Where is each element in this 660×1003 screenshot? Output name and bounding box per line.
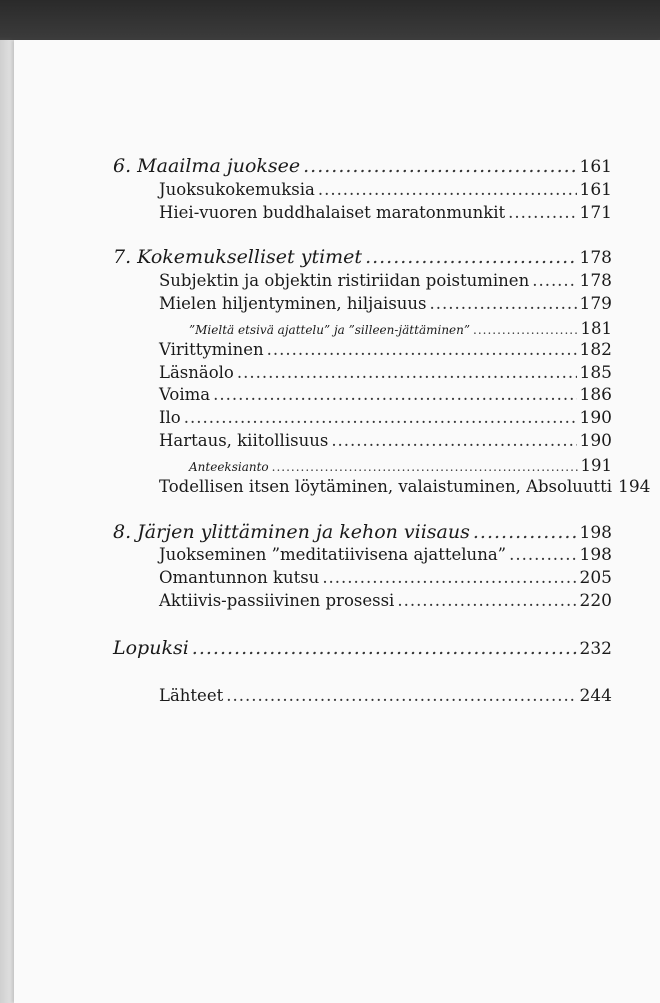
dot-leader	[213, 385, 576, 404]
toc-entry	[159, 568, 612, 588]
dot-leader	[331, 431, 576, 450]
toc-chapter-7	[113, 246, 612, 268]
dot-leader	[322, 568, 576, 587]
toc-entry-title: Lähteet	[159, 686, 224, 705]
toc-entry-title: Subjektin ja objektin ristiriidan poistuminen	[159, 271, 530, 290]
dot-leader	[397, 591, 576, 610]
toc-chapter-6	[113, 155, 612, 177]
toc-entry	[159, 363, 612, 383]
toc-page-number: 181	[580, 319, 612, 338]
toc-entry-title: Juokseminen ”meditatiivisena ajatteluna”	[159, 545, 507, 564]
dot-leader	[303, 155, 576, 177]
toc-entry-title: ”Mieltä etsivä ajattelu” ja ”silleen-jättäminen”	[189, 323, 471, 337]
toc-entry-title: Ilo	[159, 408, 181, 427]
toc-page-number: 179	[579, 294, 612, 314]
toc-entry	[159, 294, 612, 314]
dot-leader	[473, 521, 577, 543]
dot-leader	[473, 323, 577, 337]
toc-page-number: 244	[579, 686, 612, 706]
toc-entry	[159, 271, 612, 291]
toc-entry	[159, 408, 612, 428]
toc-chapter-title: Lopuksi	[113, 637, 189, 659]
toc-page-number: 186	[579, 385, 612, 405]
toc-entry-title: Juoksukokemuksia	[159, 180, 315, 199]
toc-page-number: 178	[579, 248, 612, 268]
dot-leader	[226, 686, 576, 705]
toc-page-number: 178	[579, 271, 612, 291]
toc-page-number: 205	[579, 568, 612, 588]
dot-leader	[272, 460, 578, 474]
toc-page-number: 232	[579, 639, 612, 659]
toc-entry-sources	[159, 686, 612, 706]
toc-chapter-8	[113, 521, 612, 543]
toc-page-number: 190	[579, 408, 612, 428]
toc-page-number: 171	[579, 203, 612, 223]
toc-page-number: 161	[579, 157, 612, 177]
toc-entry-title: Omantunnon kutsu	[159, 568, 320, 587]
toc-chapter-title: 6. Maailma juoksee	[113, 155, 301, 177]
dot-leader	[532, 271, 576, 290]
dot-leader	[192, 637, 577, 659]
toc-page-number: 220	[579, 591, 612, 611]
toc-page-number: 198	[579, 545, 612, 565]
dot-leader	[237, 363, 577, 382]
toc-entry-title: Läsnäolo	[159, 363, 234, 382]
toc-entry-title: Virittyminen	[159, 340, 264, 359]
dot-leader	[508, 203, 576, 222]
dot-leader	[184, 408, 577, 427]
toc-chapter-lopuksi	[113, 637, 612, 659]
toc-entry	[159, 545, 612, 565]
toc-page-number: 194	[618, 477, 651, 497]
toc-chapter-title: 8. Järjen ylittäminen ja kehon viisaus	[113, 521, 470, 543]
toc-entry-title: Anteeksianto	[189, 460, 269, 474]
dot-leader	[365, 246, 576, 268]
toc-entry-title: Aktiivis-passiivinen prosessi	[159, 591, 395, 610]
toc-page-number: 190	[579, 431, 612, 451]
toc-entry	[159, 340, 612, 360]
toc-entry	[159, 180, 612, 200]
toc-entry	[159, 203, 612, 223]
toc-entry-title: Hiei-vuoren buddhalaiset maratonmunkit	[159, 203, 506, 222]
toc-subentry	[189, 319, 612, 338]
dot-leader	[509, 545, 576, 564]
toc-entry-title: Todellisen itsen löytäminen, valaistuminen, Absoluutti	[159, 477, 613, 496]
book-page	[14, 40, 660, 1003]
toc-page-number: 161	[579, 180, 612, 200]
toc-entry	[159, 431, 612, 451]
dot-leader	[318, 180, 577, 199]
toc-page-number: 182	[579, 340, 612, 360]
toc-subentry	[189, 456, 612, 475]
toc-entry-title: Hartaus, kiitollisuus	[159, 431, 329, 450]
toc-entry-title: Mielen hiljentyminen, hiljaisuus	[159, 294, 427, 313]
toc-entry	[159, 477, 651, 497]
dot-leader	[430, 294, 577, 313]
toc-page-number: 191	[580, 456, 612, 475]
toc-page-number: 185	[579, 363, 612, 383]
toc-page-number: 198	[579, 523, 612, 543]
dot-leader	[267, 340, 577, 359]
toc-chapter-title: 7. Kokemukselliset ytimet	[113, 246, 363, 268]
toc-entry	[159, 591, 612, 611]
toc-entry	[159, 385, 612, 405]
toc-entry-title: Voima	[159, 385, 211, 404]
